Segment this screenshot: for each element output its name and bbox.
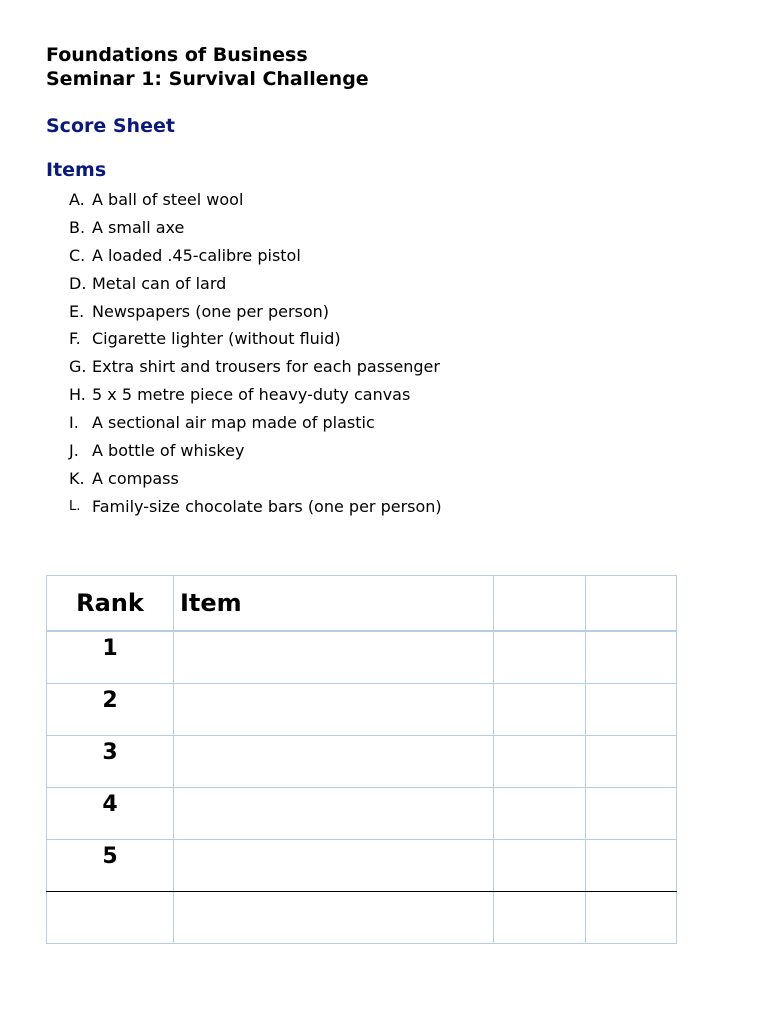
blank-cell[interactable] bbox=[494, 840, 586, 892]
blank-cell[interactable] bbox=[586, 892, 677, 944]
blank-cell[interactable] bbox=[494, 631, 586, 684]
item-text: A compass bbox=[92, 468, 179, 488]
item-entry-cell[interactable] bbox=[174, 631, 494, 684]
score-sheet-heading: Score Sheet bbox=[46, 115, 175, 137]
item-letter: A. bbox=[69, 190, 85, 209]
item-text: Cigarette lighter (without fluid) bbox=[92, 329, 341, 349]
rank-cell bbox=[47, 788, 174, 840]
item-entry-cell[interactable] bbox=[174, 840, 494, 892]
course-title: Foundations of Business bbox=[46, 44, 308, 66]
list-item bbox=[0, 465, 768, 493]
header-cell-blank bbox=[586, 576, 677, 632]
items-heading: Items bbox=[46, 159, 107, 181]
item-text: 5 x 5 metre piece of heavy-duty canvas bbox=[92, 385, 411, 405]
rank-number: 5 bbox=[102, 844, 118, 869]
item-letter: I. bbox=[69, 413, 79, 433]
item-letter: D. bbox=[69, 273, 87, 293]
item-text: Newspapers (one per person) bbox=[92, 301, 330, 321]
item-entry-cell[interactable] bbox=[174, 736, 494, 788]
list-item bbox=[0, 298, 768, 326]
blank-cell[interactable] bbox=[494, 788, 586, 840]
item-text: A sectional air map made of plastic bbox=[92, 413, 375, 433]
list-item bbox=[0, 214, 768, 242]
item-text: A bottle of whiskey bbox=[92, 441, 245, 461]
list-item bbox=[0, 381, 768, 409]
rank-number: 2 bbox=[102, 688, 118, 713]
blank-cell[interactable] bbox=[586, 788, 677, 840]
item-entry-cell[interactable] bbox=[174, 788, 494, 840]
header-cell-blank bbox=[494, 576, 586, 632]
list-item bbox=[0, 437, 768, 465]
table-row bbox=[47, 631, 677, 684]
items-list bbox=[0, 186, 768, 521]
table-row bbox=[47, 684, 677, 736]
rank-cell bbox=[47, 840, 174, 892]
blank-cell[interactable] bbox=[494, 684, 586, 736]
item-letter: E. bbox=[69, 301, 85, 321]
item-letter: C. bbox=[69, 245, 86, 265]
item-letter: K. bbox=[69, 468, 85, 488]
header-cell-rank bbox=[47, 576, 174, 632]
rank-number: 4 bbox=[102, 792, 118, 817]
item-text: A ball of steel wool bbox=[92, 190, 244, 209]
item-letter: F. bbox=[69, 329, 81, 349]
rank-table bbox=[46, 575, 677, 944]
blank-cell[interactable] bbox=[586, 631, 677, 684]
item-letter: H. bbox=[69, 385, 86, 405]
table-row bbox=[47, 736, 677, 788]
item-text: Metal can of lard bbox=[92, 273, 227, 293]
header-cell-item bbox=[174, 576, 494, 632]
blank-cell[interactable] bbox=[586, 684, 677, 736]
item-letter: G. bbox=[69, 357, 87, 377]
list-item bbox=[0, 242, 768, 270]
table-row-empty bbox=[47, 892, 677, 944]
item-entry-cell[interactable] bbox=[174, 684, 494, 736]
list-item bbox=[0, 353, 768, 381]
rank-number: 3 bbox=[102, 740, 118, 765]
table-row bbox=[47, 840, 677, 892]
list-item bbox=[0, 325, 768, 353]
blank-cell[interactable] bbox=[494, 736, 586, 788]
item-text: Family-size chocolate bars (one per person) bbox=[92, 496, 442, 516]
item-text: Extra shirt and trousers for each passenger bbox=[92, 357, 440, 377]
item-letter: J. bbox=[69, 441, 79, 461]
blank-cell[interactable] bbox=[47, 892, 174, 944]
list-item bbox=[0, 186, 768, 214]
list-item bbox=[0, 409, 768, 437]
rank-cell bbox=[47, 631, 174, 684]
list-item bbox=[0, 270, 768, 298]
table-row bbox=[47, 788, 677, 840]
blank-cell[interactable] bbox=[494, 892, 586, 944]
item-letter: B. bbox=[69, 217, 86, 237]
list-item bbox=[0, 493, 768, 521]
blank-cell[interactable] bbox=[174, 892, 494, 944]
rank-cell bbox=[47, 736, 174, 788]
item-text: A loaded .45-calibre pistol bbox=[92, 245, 301, 265]
blank-cell[interactable] bbox=[586, 736, 677, 788]
item-letter: L. bbox=[69, 498, 81, 514]
blank-cell[interactable] bbox=[586, 840, 677, 892]
rank-number: 1 bbox=[102, 636, 118, 661]
table-header-row bbox=[47, 576, 677, 632]
seminar-title: Seminar 1: Survival Challenge bbox=[46, 68, 369, 90]
rank-column-header: Rank bbox=[76, 589, 144, 617]
item-column-header: Item bbox=[180, 589, 242, 617]
rank-cell bbox=[47, 684, 174, 736]
item-text: A small axe bbox=[92, 217, 185, 237]
